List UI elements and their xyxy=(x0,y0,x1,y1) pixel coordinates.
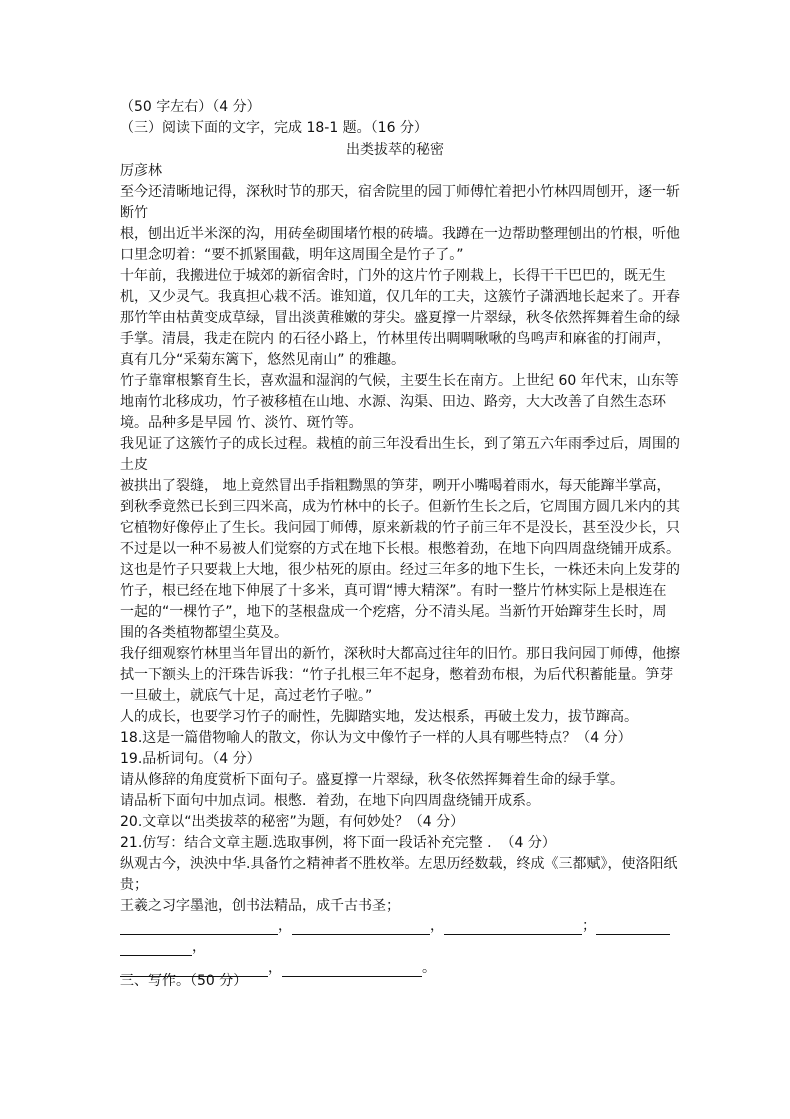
paragraph-2: 根，刨出近半米深的沟，用砖垒砌围堵竹根的砖墙。我蹲在一边帮助整理刨出的竹根，听他口里念叨着：“要不抓紧围截，明年这周围全是竹子了。” xyxy=(120,226,680,263)
question-21-example: 王羲之习字墨池，创书法精品，成千古书圣； xyxy=(120,898,400,914)
question-19-item-1: 请从修辞的角度赏析下面句子。盛夏撑一片翠绿，秋冬依然挥舞着生命的绿手掌。 xyxy=(120,772,624,788)
answer-blank-row-1: ， ， ； xyxy=(120,914,680,935)
paragraph-4: 竹子靠窜根繁育生长，喜欢温和湿润的气候，主要生长在南方。上世纪 60 年代末，山东等地南竹北移成功，竹子被移植在山地、水源、沟渠、田边、路旁，大大改善了自然生态环境。品种多是早园 竹、淡竹、斑竹等。 xyxy=(120,373,679,431)
paragraph-1: 至今还清晰地记得，深秋时节的那天，宿舍院里的园丁师傅忙着把小竹林四周刨开，逐一斩断竹 xyxy=(120,184,680,221)
question-20: 20.文章以“出类拔萃的秘密”为题，有何妙处？（4 分） xyxy=(120,814,465,830)
answer-blank[interactable] xyxy=(596,920,670,935)
paragraph-7: 我仔细观察竹林里当年冒出的新竹，深秋时大都高过往年的旧竹。那日我问园丁师傅，他擦拭一下额头上的汗珠告诉我：“竹子扎根三年不起身，憋着劲布根，为后代积蓄能量。笋芽一旦破土，就底气十足，高过老竹子啦。” xyxy=(120,646,680,704)
previous-question-score: （50 字左右）（4 分） xyxy=(120,99,261,115)
paragraph-3: 十年前，我搬进位于城郊的新宿舍时，门外的这片竹子刚栽上，长得干干巴巴的，既无生机，又少灵气。我真担心栽不活。谁知道，仅几年的工夫，这簇竹子潇洒地长起来了。开春那竹竿由枯黄变成草绿，冒出淡黄稚嫩的芽尖。盛夏撑一片翠绿，秋冬依然挥舞着生命的绿手掌。清晨，我走在院内 的石径小路上，竹林里传出啁啁啾啾的鸟鸣声和麻雀的打闹声，真有几分“采菊东篱下，悠然见南山” 的雅趣。 xyxy=(120,268,680,368)
question-19: 19.品析词句。（4 分） xyxy=(120,751,261,767)
paragraph-6: 被拱出了裂缝， 地上竟然冒出手指粗黝黑的笋芽，咧开小嘴喝着雨水，每天能蹿半掌高，到秋季竟然已长到三四米高，成为竹林中的长子。但新竹生长之后，它周围方圆几米内的其它植物好像停止了生长。我问园丁师傅，原来新栽的竹子前三年不是没长，甚至没少长，只不过是以一种不易被人们觉察的方式在地下长根。根憋着劲，在地下向四周盘绕铺开成系。这也是竹子只要栽上大地，很少枯死的原由。经过三年多的地下生长，一株还未向上发芽的竹子，根已经在地下伸展了十多米，真可谓“博大精深”。有时一整片竹林实际上是根连在一起的“一棵竹子”，地下的茎根盘成一个疙瘩，分不清头尾。当新竹开始蹿芽生长时，周围的各类植物都望尘莫及。 xyxy=(120,478,680,641)
question-21: 21.仿写：结合文章主题.选取事例，将下面一段话补充完整 . （4 分） xyxy=(120,835,556,851)
answer-blank-row-3: ， 。 xyxy=(120,956,680,977)
answer-blank[interactable] xyxy=(292,920,430,935)
paragraph-5: 我见证了这簇竹子的成长过程。栽植的前三年没看出生长，到了第五六年雨季过后，周围的土皮 xyxy=(120,436,680,473)
article-title: 出类拔萃的秘密 xyxy=(346,142,444,158)
answer-blank[interactable] xyxy=(444,920,582,935)
article-author: 厉彦林 xyxy=(120,163,162,179)
question-21-prompt: 纵观古今，泱泱中华.具备竹之精神者不胜枚举。左思历经数载，终成《三都赋》，使洛阳纸贵； xyxy=(120,856,678,893)
answer-blank[interactable] xyxy=(120,920,278,935)
answer-blank[interactable] xyxy=(120,941,192,956)
answer-blank-row-2: ， xyxy=(120,935,680,956)
question-18: 18.这是一篇借物喻人的散文，你认为文中像竹子一样的人具有哪些特点？（4 分） xyxy=(120,730,632,746)
paragraph-8: 人的成长，也要学习竹子的耐性，先脚踏实地，发达根系，再破土发力，拔节蹿高。 xyxy=(120,709,638,725)
writing-section-heading: 三、写作。（50 分） xyxy=(120,973,248,989)
section-heading: （三）阅读下面的文字，完成 18-1 题。（16 分） xyxy=(120,120,428,136)
question-19-item-2: 请品析下面句中加点词。根憋．着劲，在地下向四周盘绕铺开成系。 xyxy=(120,793,540,809)
